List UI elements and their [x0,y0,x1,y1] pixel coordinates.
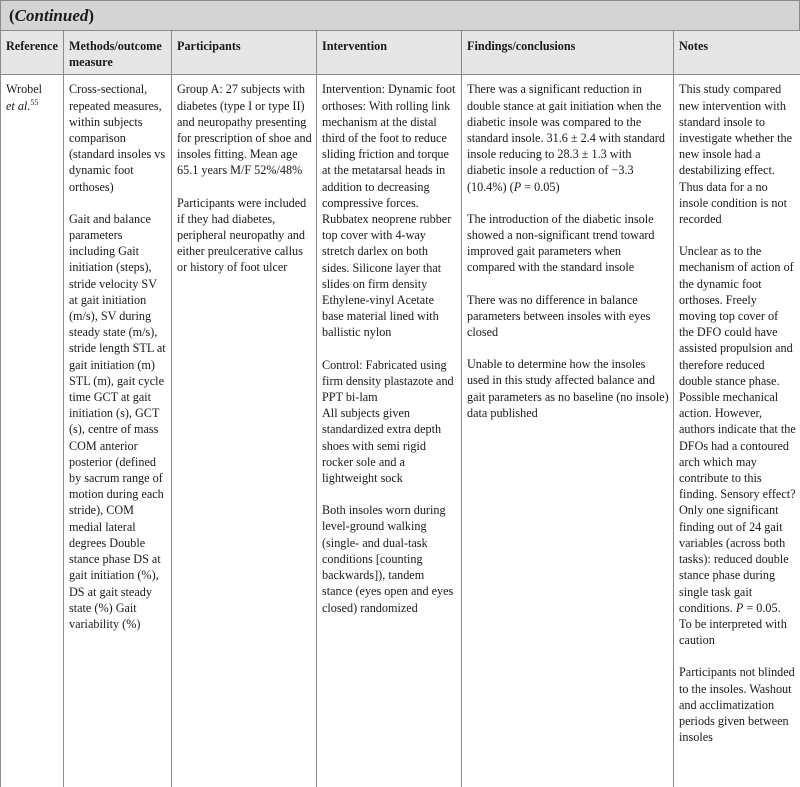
notes-significance [679,502,796,648]
findings-baseline: Unable to determine how the insoles used in this study affected balance and gait parameters as no baseline (no insole) data published [467,357,669,420]
cell-findings [462,75,674,787]
continued-banner: (Continued) [0,0,800,30]
cell-participants [172,75,317,787]
intervention-shoes: All subjects given standardized extra depth shoes with semi rigid rocker sole and a lightweight sock [322,406,442,486]
p-value-symbol: P [513,179,522,194]
findings-double-stance [467,81,669,194]
table-row [1,75,800,787]
methods-outcomes: Gait and balance parameters including Gait initiation (steps), stride velocity SV at gait initiation (m/s), SV during steady state (m/s), stride length STL at gait initiation (m) STL (m), gait cycle time GCT at gait initiation (s), GCT (s), centre of mass COM anterior posterior (defined by sacrum range of motion during each stride), COM medial lateral degrees Double stance phase DS at gait initiation (%), DS at gait steady state (%) Gait variability (%) [69,211,166,631]
header-methods: Methods/outcome measure [64,31,172,75]
intervention-conditions: Both insoles worn during level-ground walking (single- and dual-task conditions [counting backwards]), tandem stance (eyes open and eyes closed) randomized [322,503,454,615]
header-intervention: Intervention [317,31,462,75]
cell-intervention [317,75,462,787]
findings-balance: There was no difference in balance parameters between insoles with eyes closed [467,292,651,340]
header-notes: Notes [674,31,800,75]
notes-significance-text: Only one significant finding out of 24 gait variables (across both tasks): reduced double stance phase during single task gait conditions. [679,503,789,615]
header-reference: Reference [1,31,64,75]
p-value-text: = 0.05) [521,179,560,194]
p-value-symbol: P [735,600,744,615]
header-findings: Findings/conclusions [462,31,674,75]
cell-notes [674,75,800,787]
reference-number: 55 [30,97,39,107]
reference-etal: et al. [6,98,31,113]
participants-group: Group A: 27 subjects with diabetes (type I or type II) and neuropathy presenting for prescription of shoe and insoles fitting. Mean age 65.1 years M/F 52%/48% [177,82,312,178]
continued-label: Continued [14,6,89,25]
notes-comparison: This study compared new intervention with standard insole to investigate whether the new insole had a destabilizing effect. Thus data for a no insole condition is not recorded [679,82,793,227]
notes-mechanism: Unclear as to the mechanism of action of the dynamic foot orthoses. Freely moving top cover of the DFO could have assisted propulsion and therefore reduced double stance phase. Possible mechanical action. However, authors indicate that the DFOs had a contoured arch which may contribute to this finding. Sensory effect? [679,244,796,502]
header-participants: Participants [172,31,317,75]
methods-design: Cross-sectional, repeated measures, within subjects comparison (standard insoles vs dynamic foot orthoses) [69,82,166,194]
intervention-description: Intervention: Dynamic foot orthoses: With rolling link mechanism at the distal third of the foot to reduce sliding friction and torque at the metatarsal heads in addition to decreasing compressive forces. Rubbatex neoprene rubber top cover with 4-way stretch darlex on both sides. Silicone layer that slides on firm density Ethylene-vinyl Acetate base material lined with ballistic nylon [322,82,456,340]
evidence-table [0,30,800,787]
header-row [1,31,800,75]
intervention-control: Control: Fabricated using firm density plastazote and PPT bi-lam [322,357,454,405]
reference-author: Wrobel [6,82,43,97]
findings-trend: The introduction of the diabetic insole showed a non-significant trend toward improved gait parameters when compared with the standard insole [467,211,655,275]
cell-methods [64,75,172,787]
notes-caution-text: = 0.05. To be interpreted with caution [679,600,787,648]
findings-text: There was a significant reduction in double stance at gait initiation when the diabetic insole was compared to the standard insole. 31.6 ± 2.4 with standard insole reducing to 28.3 ± 1.3 with diabetic insole a reduction of −3.3 (10.4%) ( [467,82,665,194]
cell-reference [1,75,64,787]
participants-inclusion: Participants were included if they had diabetes, peripheral neuropathy and either preulcerative callus or history of foot ulcer [177,195,307,275]
notes-blinding: Participants not blinded to the insoles. Washout and acclimatization periods given between insoles [679,665,795,745]
